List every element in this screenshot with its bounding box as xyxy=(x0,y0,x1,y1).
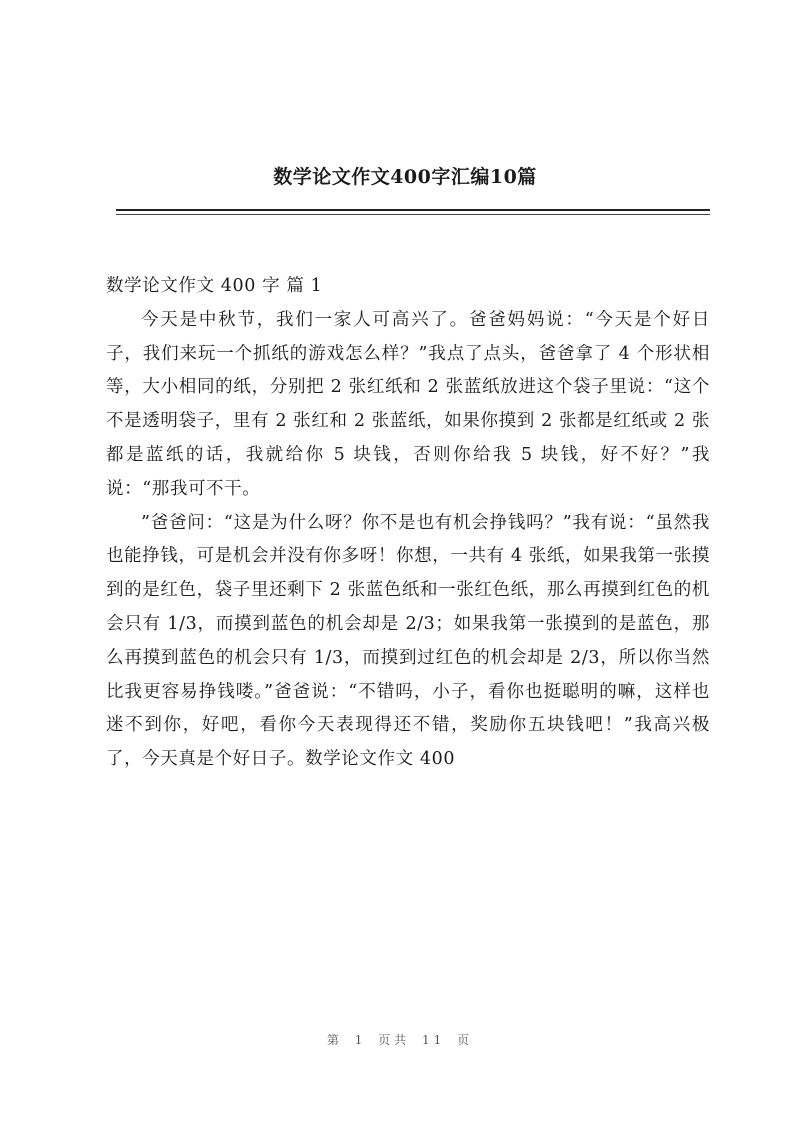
footer-total-pages: 11 xyxy=(422,1033,446,1047)
footer-page-of-label: 页共 xyxy=(378,1033,411,1047)
footer-page-label: 第 xyxy=(326,1033,343,1047)
paragraph-2: ”爸爸问：“这是为什么呀？你不是也有机会挣钱吗？”我有说：“虽然我也能挣钱，可是机会并没有你多呀！你想，一共有 4 张纸，如果我第一张摸到的是红色，袋子里还剩下 2 张蓝色纸和一张红色纸，那么再摸到红色的机会只有 1/3，而摸到蓝色的机会却是 2/3；如果我第一张摸到的是蓝色，那么再摸到蓝色的机会只有 1/3，而摸到过红色的机会却是 2/3，所以你当然比我更容易挣钱喽。”爸爸说：“不错吗，小子，看你也挺聪明的嘛，这样也迷不到你，好吧，看你今天表现得还不错，奖励你五块钱吧！”我高兴极了，今天真是个好日子。数学论文作文 400 xyxy=(106,512,710,770)
page-footer xyxy=(0,1031,800,1048)
title-underline-thin xyxy=(116,214,710,215)
document-title: 数学论文作文400字汇编10篇 xyxy=(273,166,537,188)
footer-page-suffix: 页 xyxy=(457,1033,474,1047)
document-body xyxy=(106,270,710,777)
section-heading: 数学论文作文 400 字 篇 1 xyxy=(106,276,323,296)
footer-page-number: 1 xyxy=(354,1033,367,1047)
paragraph-1: 今天是中秋节，我们一家人可高兴了。爸爸妈妈说：“今天是个好日子，我们来玩一个抓纸的游戏怎么样？”我点了点头，爸爸拿了 4 个形状相等，大小相同的纸，分别把 2 张红纸和 2 张蓝纸放进这个袋子里说：“这个不是透明袋子，里有 2 张红和 2 张蓝纸，如果你摸到 2 张都是红纸或 2 张都是蓝纸的话，我就给你 5 块钱，否则你给我 5 块钱，好不好？”我说：“那我可不干。 xyxy=(106,309,710,499)
title-underline xyxy=(116,209,710,211)
